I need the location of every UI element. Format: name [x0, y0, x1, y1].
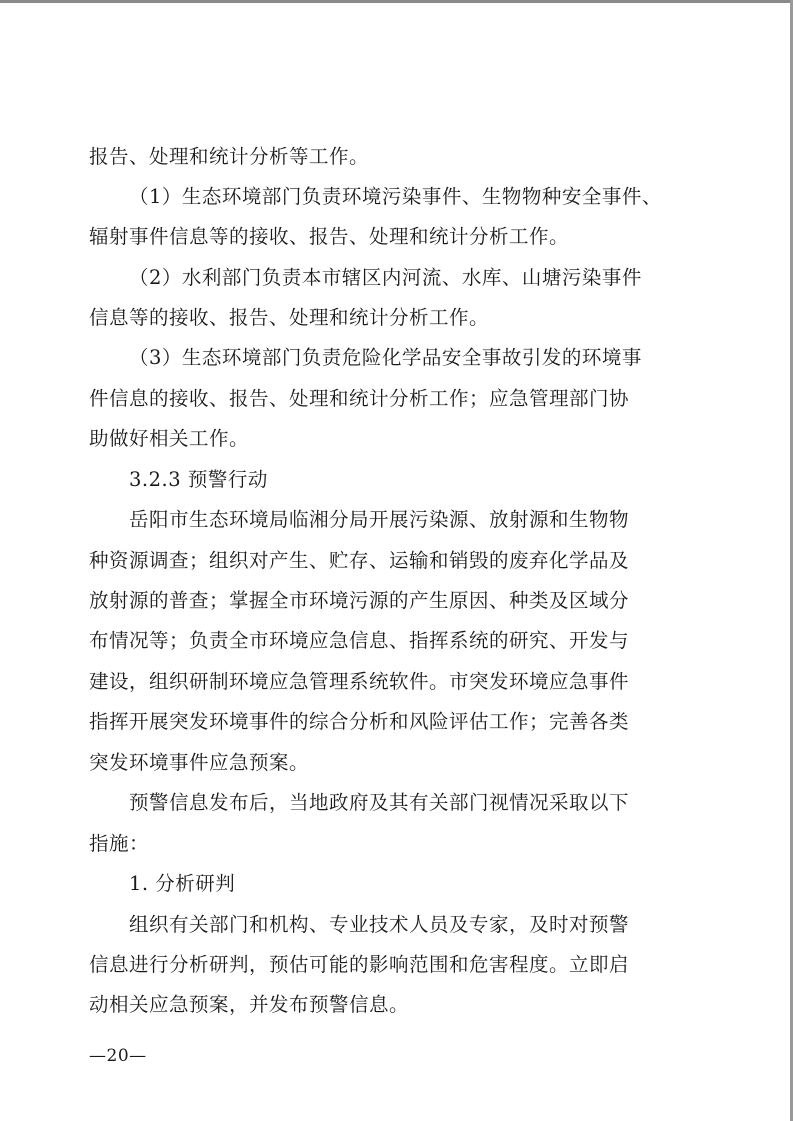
- scan-edge-top: [0, 0, 793, 3]
- page-number: —20—: [89, 1046, 147, 1066]
- numbered-heading: 1. 分析研判: [129, 872, 236, 895]
- body-text-line: 预警信息发布后，当地政府及其有关部门视情况采取以下: [129, 791, 630, 814]
- body-text-line: 建设，组织研制环境应急管理系统软件。市突发环境应急事件: [89, 670, 630, 693]
- body-text-line: （1）生态环境部门负责环境污染事件、生物物种安全事件、: [129, 185, 662, 208]
- body-text-line: 突发环境事件应急预案。: [89, 751, 310, 774]
- body-text-line: 报告、处理和统计分析等工作。: [89, 145, 370, 168]
- body-text-line: 辐射事件信息等的接收、报告、处理和统计分析工作。: [89, 225, 570, 248]
- body-text-line: 助做好相关工作。: [89, 427, 250, 450]
- body-text-line: 岳阳市生态环境局临湘分局开展污染源、放射源和生物物: [129, 508, 630, 531]
- body-text-line: （3）生态环境部门负责危险化学品安全事故引发的环境事: [129, 346, 642, 369]
- body-text-line: （2）水利部门负责本市辖区内河流、水库、山塘污染事件: [129, 266, 642, 289]
- body-text-line: 放射源的普查；掌握全市环境污源的产生原因、种类及区域分: [89, 589, 630, 612]
- body-text-line: 信息等的接收、报告、处理和统计分析工作。: [89, 306, 490, 329]
- body-text-line: 动相关应急预案，并发布预警信息。: [89, 993, 410, 1016]
- body-text-line: 指施：: [89, 832, 150, 855]
- body-text-line: 信息进行分析研判，预估可能的影响范围和危害程度。立即启: [89, 953, 630, 976]
- body-text-line: 指挥开展突发环境事件的综合分析和风险评估工作；完善各类: [89, 710, 630, 733]
- body-text-line: 件信息的接收、报告、处理和统计分析工作；应急管理部门协: [89, 387, 630, 410]
- section-heading: 3.2.3 预警行动: [129, 468, 268, 491]
- body-text-line: 种资源调查；组织对产生、贮存、运输和销毁的废弃化学品及: [89, 549, 630, 572]
- body-text-line: 组织有关部门和机构、专业技术人员及专家，及时对预警: [129, 913, 630, 936]
- body-text-line: 布情况等；负责全市环境应急信息、指挥系统的研究、开发与: [89, 629, 630, 652]
